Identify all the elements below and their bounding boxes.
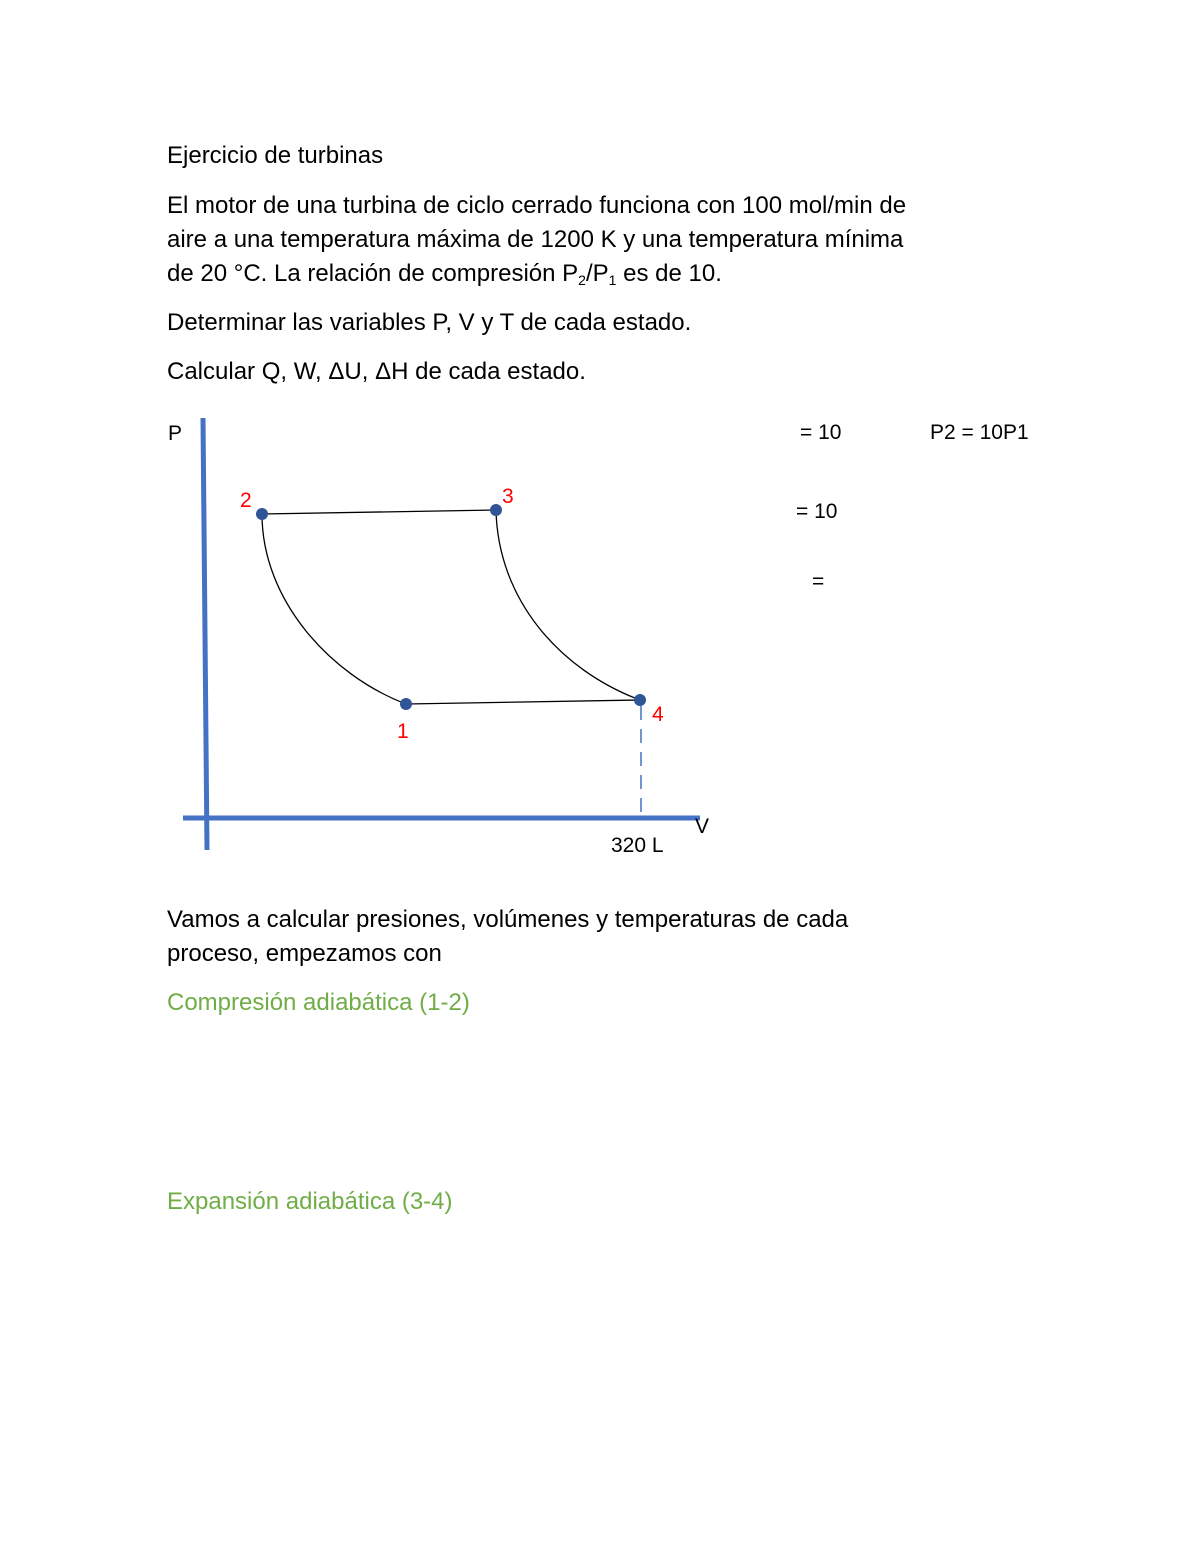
- y-axis: [203, 418, 207, 850]
- state-point-1: [400, 698, 412, 710]
- problem-line-1: El motor de una turbina de ciclo cerrado funciona con 100 mol/min de: [167, 192, 907, 219]
- state-label-4: 4: [652, 703, 664, 726]
- problem-line-3-end: es de 10.: [616, 260, 722, 287]
- state-label-1: 1: [397, 720, 409, 743]
- state-point-3: [490, 504, 502, 516]
- adiabat-1-2: [262, 514, 406, 704]
- document-title: Ejercicio de turbinas: [167, 142, 384, 169]
- problem-line-3-start: de 20 °C. La relación de compresión P: [167, 260, 579, 287]
- subscript-1: 1: [608, 272, 617, 288]
- x-axis-label: V: [695, 815, 710, 838]
- state-point-2: [256, 508, 268, 520]
- isobar-1-4: [406, 700, 640, 704]
- task-calculate: Calcular Q, W, ΔU, ΔH de cada estado.: [167, 358, 586, 385]
- intro-line-1: Vamos a calcular presiones, volúmenes y temperaturas de cada: [167, 906, 849, 933]
- state-point-4: [634, 694, 646, 706]
- section-heading-compression: Compresión adiabática (1-2): [167, 989, 470, 1016]
- adiabat-3-4: [496, 510, 640, 700]
- problem-line-2: aire a una temperatura máxima de 1200 K y una temperatura mínima: [167, 226, 904, 253]
- y-axis-label: P: [168, 422, 183, 445]
- isobar-2-3: [262, 510, 496, 514]
- state-label-3: 3: [502, 485, 514, 508]
- pressure-relation-note: P2 = 10P1: [930, 421, 1029, 444]
- ratio-slash: /P: [585, 260, 609, 287]
- ratio-note-3: =: [812, 570, 825, 593]
- ratio-note-2: = 10: [796, 500, 838, 523]
- task-determine: Determinar las variables P, V y T de cada estado.: [167, 309, 692, 336]
- intro-line-2: proceso, empezamos con: [167, 940, 442, 967]
- pv-diagram: [0, 0, 760, 870]
- state-label-2: 2: [240, 489, 252, 512]
- subscript-2: 2: [578, 272, 586, 288]
- section-heading-expansion: Expansión adiabática (3-4): [167, 1188, 453, 1215]
- volume-label: 320 L: [611, 834, 664, 857]
- ratio-note-1: = 10: [800, 421, 842, 444]
